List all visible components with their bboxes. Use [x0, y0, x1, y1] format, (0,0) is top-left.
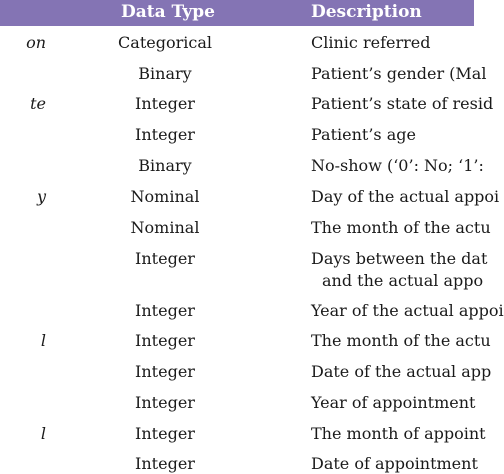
data-type-cell: Binary [138, 64, 192, 83]
description-cell: Day of the actual appoi [311, 187, 500, 206]
data-type-cell: Integer [135, 301, 195, 320]
data-type-cell: Binary [138, 156, 192, 175]
description-cell: The month of the actu [311, 218, 491, 237]
description-cell: Days between the dat [311, 249, 488, 268]
table-header [0, 0, 474, 26]
data-type-cell: Integer [135, 249, 195, 268]
description-cell: No-show (‘0’: No; ‘1’: [311, 156, 484, 175]
description-cell: Year of appointment [311, 393, 476, 412]
description-cell: The month of appoint [311, 424, 486, 443]
data-type-cell: Integer [135, 362, 195, 381]
variable-cell: l [40, 424, 46, 443]
data-type-cell: Categorical [118, 33, 212, 52]
description-cell: Patient’s age [311, 125, 416, 144]
data-type-cell: Nominal [130, 187, 200, 206]
header-description: Description [311, 2, 422, 22]
description-cell: Patient’s gender (Mal [311, 64, 487, 83]
variable-cell: te [30, 94, 46, 113]
data-type-cell: Integer [135, 393, 195, 412]
variable-cell: on [26, 33, 46, 52]
data-type-cell: Integer [135, 454, 195, 473]
data-type-cell: Nominal [130, 218, 200, 237]
description-cell: Date of appointment [311, 454, 478, 473]
data-type-cell: Integer [135, 331, 195, 350]
variable-cell: y [36, 187, 46, 206]
variable-cell: l [40, 331, 46, 350]
description-cell: Patient’s state of resid [311, 94, 494, 113]
header-data-type: Data Type [121, 2, 215, 22]
description-cell-continuation: and the actual appo [322, 271, 484, 290]
description-cell: The month of the actu [311, 331, 491, 350]
data-type-cell: Integer [135, 125, 195, 144]
description-cell: Date of the actual app [311, 362, 492, 381]
data-type-cell: Integer [135, 94, 195, 113]
data-type-cell: Integer [135, 424, 195, 443]
description-cell: Year of the actual appoi [311, 301, 504, 320]
description-cell: Clinic referred [311, 33, 431, 52]
